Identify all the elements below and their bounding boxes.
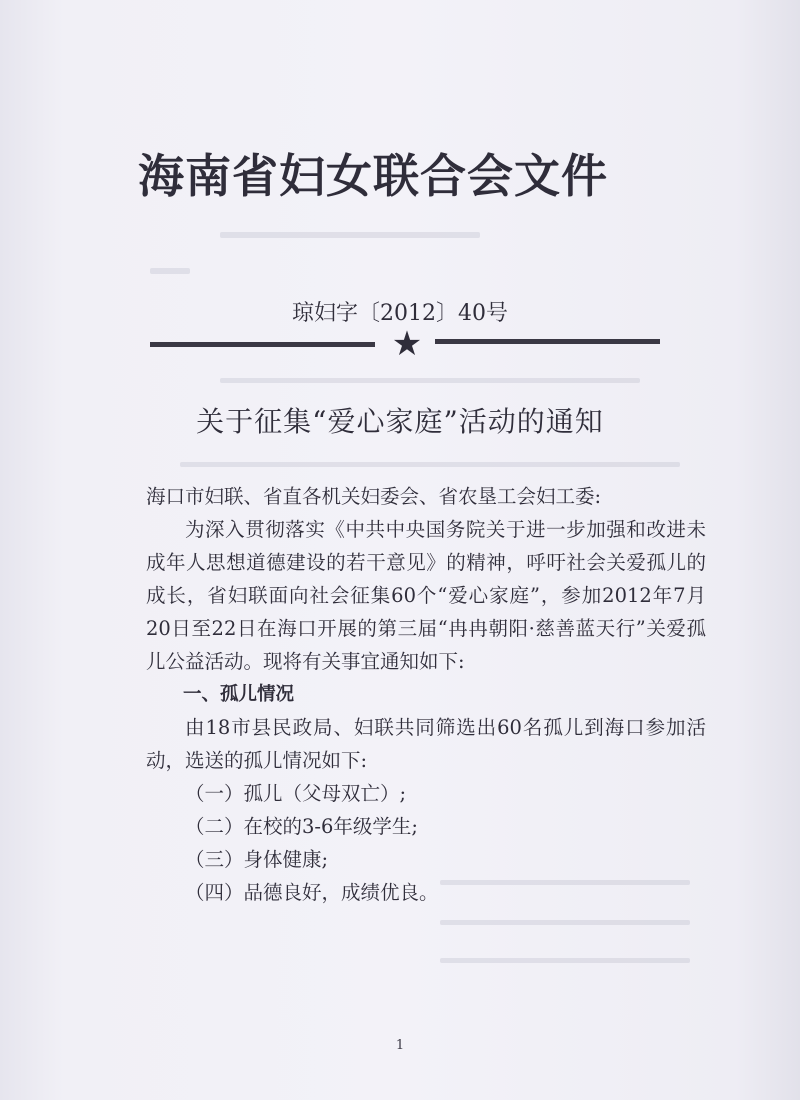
page-number: 1 [395, 1038, 405, 1053]
recipients-line: 海口市妇联、省直各机关妇委会、省农垦工会妇工委: [146, 485, 602, 508]
bleed-through-mark [150, 268, 190, 274]
section-heading: 一、孤儿情况 [183, 684, 295, 705]
document-header-title: 海南省妇女联合会文件 [138, 149, 608, 203]
list-item: （一）孤儿（父母双亡）; [185, 782, 407, 805]
bleed-through-mark [180, 462, 680, 467]
intro-paragraph: 为深入贯彻落实《中共中央国务院关于进一步加强和改进未成年人思想道德建设的若干意见》的精神，呼吁社会关爱孤儿的成长，省妇联面向社会征集60个“爱心家庭”，参加2012年7月20日至22日在海口开展的第三届“冉冉朝阳·慈善蓝天行”关爱孤儿公益活动。现将有关事宜通知如下: [146, 518, 706, 673]
star-icon: ★ [391, 324, 423, 364]
header-divider [150, 324, 660, 364]
list-item: （二）在校的3-6年级学生; [185, 815, 418, 838]
document-number: 琼妇字〔2012〕40号 [292, 301, 508, 326]
section-paragraph: 由18市县民政局、妇联共同筛选出60名孤儿到海口参加活动，选送的孤儿情况如下: [146, 716, 706, 772]
list-item: （四）品德良好，成绩优良。 [185, 881, 439, 904]
bleed-through-mark [220, 232, 480, 238]
divider-line-left [150, 342, 375, 347]
bleed-through-mark [220, 378, 640, 383]
notice-title: 关于征集“爱心家庭”活动的通知 [196, 405, 604, 438]
list-item: （三）身体健康; [185, 848, 329, 871]
bleed-through-mark [440, 920, 690, 925]
document-body [146, 480, 706, 909]
bleed-through-mark [440, 958, 690, 963]
divider-line-right [435, 339, 660, 344]
